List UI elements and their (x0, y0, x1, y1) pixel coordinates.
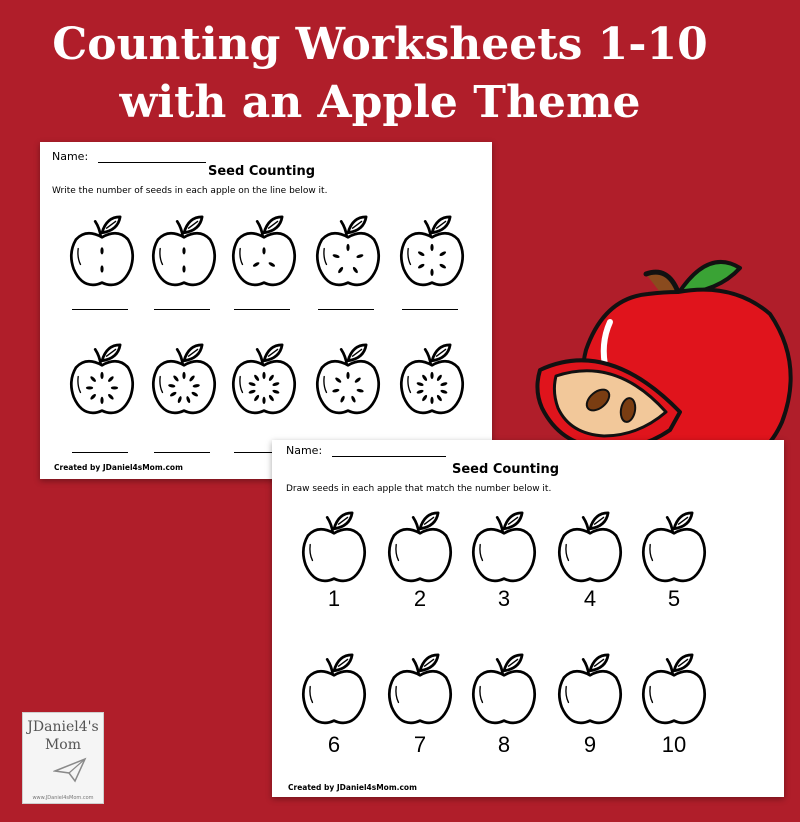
worksheet-seed-counting-write (40, 142, 492, 479)
empty-apple[interactable] (300, 510, 368, 590)
seed (262, 372, 265, 379)
name-underline (98, 162, 206, 163)
seed-count-number: 2 (413, 586, 427, 611)
apple-outline-icon (300, 510, 368, 586)
apple-with-seeds (230, 214, 298, 294)
apple-with-seeds (68, 342, 136, 422)
apple-outline-icon (398, 342, 466, 418)
seed-count-number: 5 (667, 586, 681, 611)
worksheet-title: Seed Counting (452, 462, 560, 477)
empty-apple[interactable] (556, 510, 624, 590)
answer-line[interactable] (72, 452, 128, 453)
apple-with-seeds (398, 342, 466, 422)
apple-outline-icon (230, 214, 298, 290)
empty-apple[interactable] (640, 652, 708, 732)
apple-outline-icon (470, 652, 538, 728)
name-label: Name: (286, 444, 323, 457)
logo-url: www.JDaniel4sMom.com (32, 795, 94, 801)
apple-outline-icon (398, 214, 466, 290)
empty-apple[interactable] (386, 510, 454, 590)
seed-count-number: 8 (497, 732, 511, 757)
seed-count-number: 3 (497, 586, 511, 611)
apple-outline-icon (230, 342, 298, 418)
worksheet-credit: Created by JDaniel4sMom.com (288, 783, 417, 792)
headline-line-2: with an Apple Theme (119, 77, 641, 128)
seed-count-number: 6 (327, 732, 341, 757)
answer-line[interactable] (154, 309, 210, 310)
seed (182, 247, 185, 254)
seed-count-number: 9 (583, 732, 597, 757)
apple-with-seeds (68, 214, 136, 294)
apple-outline-icon (386, 510, 454, 586)
seed (346, 372, 349, 379)
seed-count-number: 1 (327, 586, 341, 611)
answer-line[interactable] (234, 309, 290, 310)
seed (430, 269, 433, 276)
seed (100, 397, 103, 404)
answer-line[interactable] (402, 309, 458, 310)
apple-outline-icon (386, 652, 454, 728)
seed (262, 247, 265, 254)
seed (182, 265, 185, 272)
seed (100, 247, 103, 254)
empty-apple[interactable] (470, 510, 538, 590)
name-label: Name: (52, 150, 89, 163)
worksheet-seed-counting-draw (272, 440, 784, 797)
empty-apple[interactable] (386, 652, 454, 732)
name-field (52, 150, 206, 163)
apple-with-seeds (314, 214, 382, 294)
apple-with-seeds (230, 342, 298, 422)
apple-outline-icon (556, 510, 624, 586)
answer-line[interactable] (154, 452, 210, 453)
apple-outline-icon (68, 342, 136, 418)
empty-apple[interactable] (300, 652, 368, 732)
apple-outline-icon (68, 214, 136, 290)
seed (100, 265, 103, 272)
logo-line-2: Mom (44, 737, 82, 753)
empty-apple[interactable] (640, 510, 708, 590)
seed (346, 244, 349, 251)
apple-with-seeds (150, 214, 218, 294)
worksheet-credit: Created by JDaniel4sMom.com (54, 463, 183, 472)
site-logo (22, 712, 104, 804)
seed (430, 372, 433, 379)
apple-with-seeds (398, 214, 466, 294)
apple-outline-icon (314, 342, 382, 418)
apple-outline-icon (300, 652, 368, 728)
answer-line[interactable] (318, 309, 374, 310)
logo-line-1: JDaniel4's (27, 719, 99, 735)
seed (262, 397, 265, 404)
name-underline (332, 456, 446, 457)
apple-outline-icon (470, 510, 538, 586)
answer-line[interactable] (72, 309, 128, 310)
paper-plane-icon (53, 757, 87, 783)
apple-with-seeds (314, 342, 382, 422)
seed-count-number: 10 (661, 732, 687, 757)
apple-outline-icon (556, 652, 624, 728)
headline-line-1: Counting Worksheets 1-10 (52, 19, 708, 70)
empty-apple[interactable] (556, 652, 624, 732)
apple-illustration-icon (528, 252, 800, 468)
empty-apple[interactable] (470, 652, 538, 732)
name-field (286, 444, 446, 457)
apple-outline-icon (314, 214, 382, 290)
apple-outline-icon (150, 342, 218, 418)
seed (100, 372, 103, 379)
seed (430, 244, 433, 251)
seed (86, 386, 93, 389)
apple-outline-icon (150, 214, 218, 290)
seed-count-number: 7 (413, 732, 427, 757)
worksheet-instructions: Write the number of seeds in each apple on the line below it. (52, 186, 328, 196)
worksheet-instructions: Draw seeds in each apple that match the number below it. (286, 484, 552, 494)
seed (430, 397, 433, 404)
seed (182, 372, 185, 379)
apple-outline-icon (640, 510, 708, 586)
apple-with-seeds (150, 342, 218, 422)
seed-count-number: 4 (583, 586, 597, 611)
apple-outline-icon (640, 652, 708, 728)
seed (111, 386, 118, 389)
worksheet-title: Seed Counting (208, 164, 316, 179)
